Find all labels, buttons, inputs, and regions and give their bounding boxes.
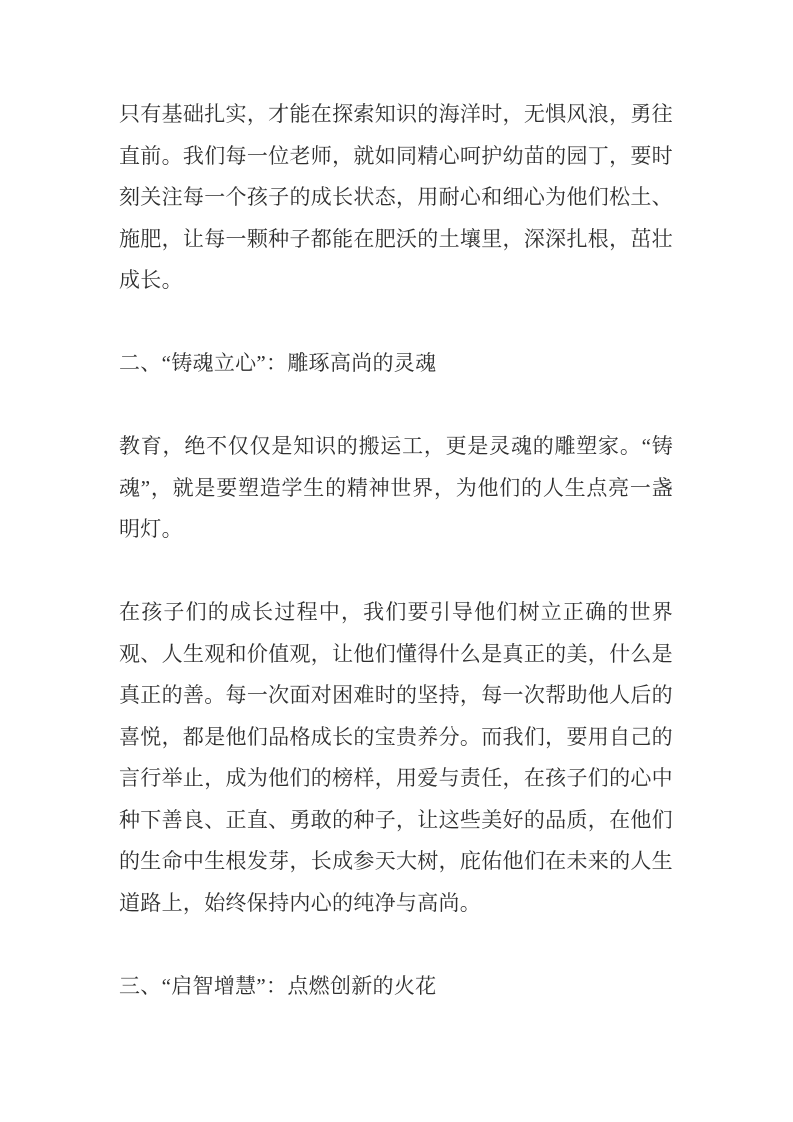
section-heading-3: 三、“启智增慧”：点燃创新的火花 <box>119 973 437 998</box>
body-paragraph: 只有基础扎实，才能在探索知识的海洋时，无惧风浪，勇往直前。我们每一位老师，就如同精心呵护幼苗的园丁，要时刻关注每一个孩子的成长状态，用耐心和细心为他们松土、施肥，让每一颗种子都能在肥沃的土壤里，深深扎根，茁壮成长。 <box>119 102 673 292</box>
section-heading-2: 二、“铸魂立心”：雕琢高尚的灵魂 <box>119 351 437 375</box>
document-text-column <box>119 94 673 1049</box>
body-paragraph: 在孩子们的成长过程中，我们要引导他们树立正确的世界观、人生观和价值观，让他们懂得什么是真正的美，什么是真正的善。每一次面对困难时的坚持，每一次帮助他人后的喜悦，都是他们品格成长的宝贵养分。而我们，要用自己的言行举止，成为他们的榜样，用爱与责任，在孩子们的心中种下善良、正直、勇敢的种子，让这些美好的品质，在他们的生命中生根发芽，长成参天大树，庇佑他们在未来的人生道路上，始终保持内心的纯净与高尚。 <box>119 600 673 915</box>
body-paragraph: 教育，绝不仅仅是知识的搬运工，更是灵魂的雕塑家。“铸魂”，就是要塑造学生的精神世界，为他们的人生点亮一盏明灯。 <box>119 434 673 541</box>
